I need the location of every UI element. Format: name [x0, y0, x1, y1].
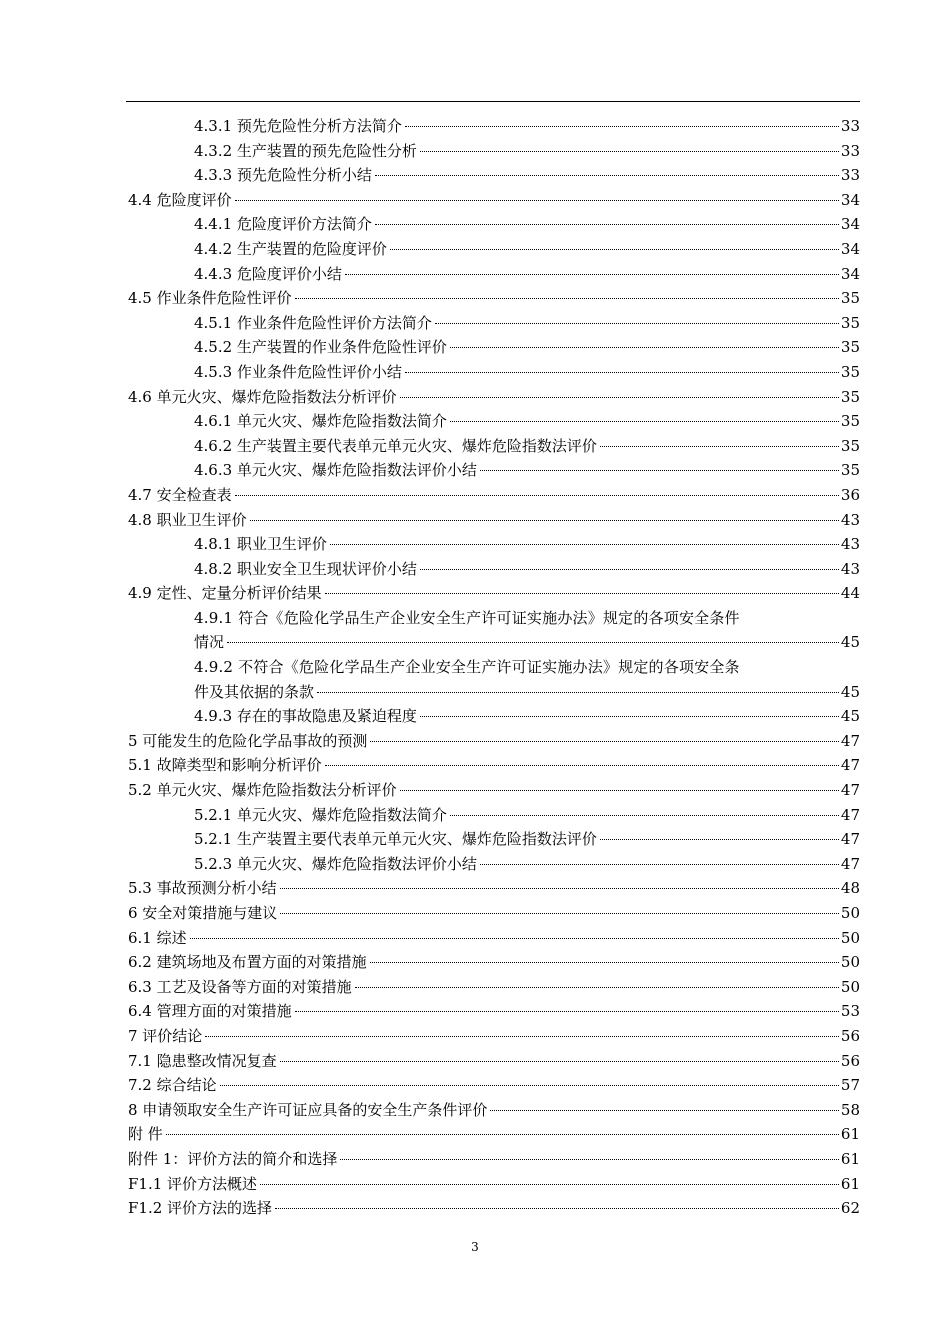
toc-leader-dots — [355, 987, 839, 988]
toc-leader-dots — [400, 397, 839, 398]
toc-entry[interactable] — [128, 655, 860, 680]
toc-entry-title: 4.9.2 不符合《危险化学品生产企业安全生产许可证实施办法》规定的各项安全条 — [194, 658, 740, 677]
toc-entry-continuation[interactable] — [128, 630, 860, 655]
toc-leader-dots — [375, 175, 839, 176]
toc-entry-page: 44 — [840, 584, 860, 603]
toc-entry-page: 47 — [840, 781, 860, 800]
toc-entry-title: 4.3.2 生产装置的预先危险性分析 — [194, 141, 417, 160]
toc-entry[interactable] — [128, 901, 860, 926]
toc-leader-dots — [166, 1134, 839, 1135]
toc-entry-page: 35 — [840, 313, 860, 332]
toc-entry-page: 48 — [840, 879, 860, 898]
toc-entry-title: 4.9.1 符合《危险化学品生产企业安全生产许可证实施办法》规定的各项安全条件 — [194, 608, 740, 627]
toc-entry-page: 45 — [840, 633, 860, 652]
toc-entry[interactable] — [128, 532, 860, 557]
toc-entry[interactable] — [128, 311, 860, 336]
toc-entry[interactable] — [128, 975, 860, 1000]
toc-leader-dots — [220, 1085, 839, 1086]
toc-leader-dots — [280, 913, 839, 914]
toc-leader-dots — [370, 741, 839, 742]
toc-entry-title: 4.3.3 预先危险性分析小结 — [194, 166, 372, 185]
toc-entry-title: 4.4 危险度评价 — [128, 190, 232, 209]
toc-leader-dots — [480, 470, 839, 471]
toc-leader-dots — [260, 1184, 839, 1185]
toc-leader-dots — [435, 323, 839, 324]
toc-entry-page: 34 — [840, 239, 860, 258]
toc-entry-page: 36 — [840, 485, 860, 504]
toc-entry[interactable] — [128, 1098, 860, 1123]
toc-entry-page: 34 — [840, 264, 860, 283]
toc-entry[interactable] — [128, 1147, 860, 1172]
toc-entry-title: F1.2 评价方法的选择 — [128, 1199, 273, 1218]
toc-entry[interactable] — [128, 557, 860, 582]
toc-leader-dots — [235, 495, 839, 496]
toc-entry[interactable] — [128, 385, 860, 410]
toc-entry-title-continuation: 情况 — [194, 633, 225, 652]
toc-leader-dots — [370, 962, 839, 963]
toc-entry[interactable] — [128, 778, 860, 803]
toc-entry[interactable] — [128, 1073, 860, 1098]
toc-entry-title: 4.4.1 危险度评价方法简介 — [194, 215, 372, 234]
toc-entry[interactable] — [128, 581, 860, 606]
toc-entry-title: 5 可能发生的危险化学品事故的预测 — [128, 731, 368, 750]
toc-entry[interactable] — [128, 1172, 860, 1197]
toc-leader-dots — [400, 790, 839, 791]
toc-entry-title: 6.1 综述 — [128, 928, 187, 947]
toc-entry-title: 4.6.1 单元火灾、爆炸危险指数法简介 — [194, 412, 447, 431]
toc-entry[interactable] — [128, 360, 860, 385]
toc-entry[interactable] — [128, 1122, 860, 1147]
toc-entry-title: 4.5.3 作业条件危险性评价小结 — [194, 362, 402, 381]
toc-entry-title: 6.4 管理方面的对策措施 — [128, 1002, 292, 1021]
toc-entry-title: 6.3 工艺及设备等方面的对策措施 — [128, 977, 352, 996]
table-of-contents — [128, 114, 860, 1221]
toc-entry[interactable] — [128, 729, 860, 754]
toc-entry-title: 4.6.3 单元火灾、爆炸危险指数法评价小结 — [194, 461, 477, 480]
toc-leader-dots — [295, 298, 839, 299]
toc-entry-title: 5.2.3 单元火灾、爆炸危险指数法评价小结 — [194, 854, 477, 873]
toc-entry-title: 4.6 单元火灾、爆炸危险指数法分析评价 — [128, 387, 397, 406]
toc-leader-dots — [450, 347, 839, 348]
toc-entry[interactable] — [128, 483, 860, 508]
toc-entry-page: 33 — [840, 166, 860, 185]
toc-entry[interactable] — [128, 286, 860, 311]
toc-entry-page: 45 — [840, 707, 860, 726]
toc-entry-page: 47 — [840, 756, 860, 775]
toc-entry-title: 7.1 隐患整改情况复查 — [128, 1051, 277, 1070]
toc-leader-dots — [420, 569, 839, 570]
toc-leader-dots — [280, 888, 839, 889]
toc-entry[interactable] — [128, 508, 860, 533]
toc-leader-dots — [235, 200, 839, 201]
toc-entry-page: 35 — [840, 289, 860, 308]
toc-entry[interactable] — [128, 852, 860, 877]
toc-entry-title: 4.4.3 危险度评价小结 — [194, 264, 342, 283]
toc-entry-page: 43 — [840, 559, 860, 578]
toc-leader-dots — [405, 372, 839, 373]
toc-entry-page: 50 — [840, 928, 860, 947]
toc-entry-title: 4.7 安全检查表 — [128, 485, 232, 504]
toc-entry-page: 57 — [840, 1076, 860, 1095]
toc-entry-page: 61 — [840, 1149, 860, 1168]
toc-entry-page: 47 — [840, 731, 860, 750]
toc-leader-dots — [205, 1036, 839, 1037]
toc-entry-title: F1.1 评价方法概述 — [128, 1174, 258, 1193]
toc-entry[interactable] — [128, 188, 860, 213]
toc-entry-page: 50 — [840, 953, 860, 972]
toc-leader-dots — [317, 692, 839, 693]
toc-leader-dots — [345, 274, 839, 275]
toc-entry-title: 6.2 建筑场地及布置方面的对策措施 — [128, 953, 367, 972]
toc-entry[interactable] — [128, 262, 860, 287]
toc-leader-dots — [420, 151, 839, 152]
toc-entry[interactable] — [128, 1024, 860, 1049]
toc-entry-title: 7.2 综合结论 — [128, 1076, 217, 1095]
toc-leader-dots — [325, 765, 839, 766]
toc-leader-dots — [420, 716, 839, 717]
toc-leader-dots — [600, 839, 839, 840]
toc-leader-dots — [375, 224, 839, 225]
toc-leader-dots — [190, 938, 839, 939]
toc-entry-page: 56 — [840, 1026, 860, 1045]
toc-entry[interactable] — [128, 458, 860, 483]
toc-entry-title: 4.5 作业条件危险性评价 — [128, 289, 292, 308]
toc-entry-page: 58 — [840, 1100, 860, 1119]
toc-entry-page: 53 — [840, 1002, 860, 1021]
toc-entry[interactable] — [128, 163, 860, 188]
toc-entry-title: 附件 1：评价方法的简介和选择 — [128, 1149, 338, 1168]
toc-leader-dots — [490, 1110, 839, 1111]
toc-entry[interactable] — [128, 335, 860, 360]
toc-entry[interactable] — [128, 999, 860, 1024]
toc-entry-title: 4.8.2 职业安全卫生现状评价小结 — [194, 559, 417, 578]
toc-entry-page: 35 — [840, 436, 860, 455]
toc-entry-page: 43 — [840, 510, 860, 529]
toc-entry[interactable] — [128, 876, 860, 901]
toc-entry-title: 5.3 事故预测分析小结 — [128, 879, 277, 898]
toc-entry-title: 4.3.1 预先危险性分析方法简介 — [194, 117, 402, 135]
toc-entry-page: 62 — [840, 1199, 860, 1218]
page-number: 3 — [471, 1240, 479, 1254]
toc-leader-dots — [330, 544, 839, 545]
toc-entry[interactable] — [128, 753, 860, 778]
toc-entry-page: 47 — [840, 830, 860, 849]
toc-entry-page: 50 — [840, 904, 860, 922]
toc-leader-dots — [480, 864, 839, 865]
toc-leader-dots — [275, 1208, 839, 1209]
toc-entry-page: 35 — [840, 461, 860, 480]
toc-entry-title-continuation: 件及其依据的条款 — [194, 682, 315, 701]
toc-entry-title: 4.8.1 职业卫生评价 — [194, 535, 327, 554]
toc-entry[interactable] — [128, 926, 860, 951]
toc-entry-title: 4.5.2 生产装置的作业条件危险性评价 — [194, 338, 447, 357]
toc-leader-dots — [390, 249, 839, 250]
toc-entry-page: 56 — [840, 1051, 860, 1070]
toc-entry-title: 4.4.2 生产装置的危险度评价 — [194, 239, 387, 258]
toc-entry[interactable] — [128, 827, 860, 852]
toc-entry-page: 45 — [840, 682, 860, 701]
toc-entry[interactable] — [128, 434, 860, 459]
toc-leader-dots — [600, 446, 839, 447]
toc-entry-page: 47 — [840, 854, 860, 873]
toc-entry-title: 附 件 — [128, 1125, 163, 1144]
toc-leader-dots — [405, 126, 839, 127]
toc-entry-page: 61 — [840, 1174, 860, 1193]
toc-entry-title: 6 安全对策措施与建议 — [128, 904, 278, 922]
toc-entry[interactable] — [128, 950, 860, 975]
toc-entry-continuation[interactable] — [128, 680, 860, 705]
toc-entry[interactable] — [128, 704, 860, 729]
toc-entry-page: 35 — [840, 412, 860, 431]
toc-leader-dots — [340, 1159, 839, 1160]
toc-entry-title: 4.9 定性、定量分析评价结果 — [128, 584, 322, 603]
toc-leader-dots — [450, 421, 839, 422]
toc-entry-title: 5.2 单元火灾、爆炸危险指数法分析评价 — [128, 781, 397, 800]
toc-entry-page: 35 — [840, 387, 860, 406]
toc-entry-page: 47 — [840, 805, 860, 824]
toc-entry-page: 50 — [840, 977, 860, 996]
header-rule — [126, 101, 860, 102]
toc-entry[interactable] — [128, 606, 860, 631]
toc-leader-dots — [250, 520, 839, 521]
toc-entry-page: 43 — [840, 535, 860, 554]
toc-entry-title: 4.8 职业卫生评价 — [128, 510, 247, 529]
toc-entry-page: 33 — [840, 141, 860, 160]
toc-leader-dots — [450, 815, 839, 816]
toc-entry-page: 33 — [840, 117, 860, 135]
toc-entry-title: 4.6.2 生产装置主要代表单元单元火灾、爆炸危险指数法评价 — [194, 436, 597, 455]
toc-entry-title: 5.2.1 单元火灾、爆炸危险指数法简介 — [194, 805, 447, 824]
toc-entry-title: 5.1 故障类型和影响分析评价 — [128, 756, 322, 775]
toc-entry[interactable] — [128, 114, 860, 139]
toc-entry[interactable] — [128, 212, 860, 237]
toc-entry[interactable] — [128, 1196, 860, 1221]
toc-entry[interactable] — [128, 237, 860, 262]
toc-entry-page: 35 — [840, 362, 860, 381]
toc-entry-page: 35 — [840, 338, 860, 357]
toc-entry-title: 8 申请领取安全生产许可证应具备的安全生产条件评价 — [128, 1100, 488, 1119]
toc-entry-title: 7 评价结论 — [128, 1026, 203, 1045]
toc-leader-dots — [325, 593, 839, 594]
toc-entry[interactable] — [128, 409, 860, 434]
toc-entry-page: 34 — [840, 190, 860, 209]
toc-entry-title: 4.9.3 存在的事故隐患及紧迫程度 — [194, 707, 417, 726]
toc-entry[interactable] — [128, 139, 860, 164]
toc-entry[interactable] — [128, 1049, 860, 1074]
toc-entry-page: 34 — [840, 215, 860, 234]
toc-leader-dots — [227, 642, 839, 643]
toc-entry-title: 4.5.1 作业条件危险性评价方法简介 — [194, 313, 432, 332]
toc-leader-dots — [295, 1011, 839, 1012]
toc-entry-page: 61 — [840, 1125, 860, 1144]
toc-entry-title: 5.2.1 生产装置主要代表单元单元火灾、爆炸危险指数法评价 — [194, 830, 597, 849]
toc-entry[interactable] — [128, 803, 860, 828]
toc-leader-dots — [280, 1061, 839, 1062]
